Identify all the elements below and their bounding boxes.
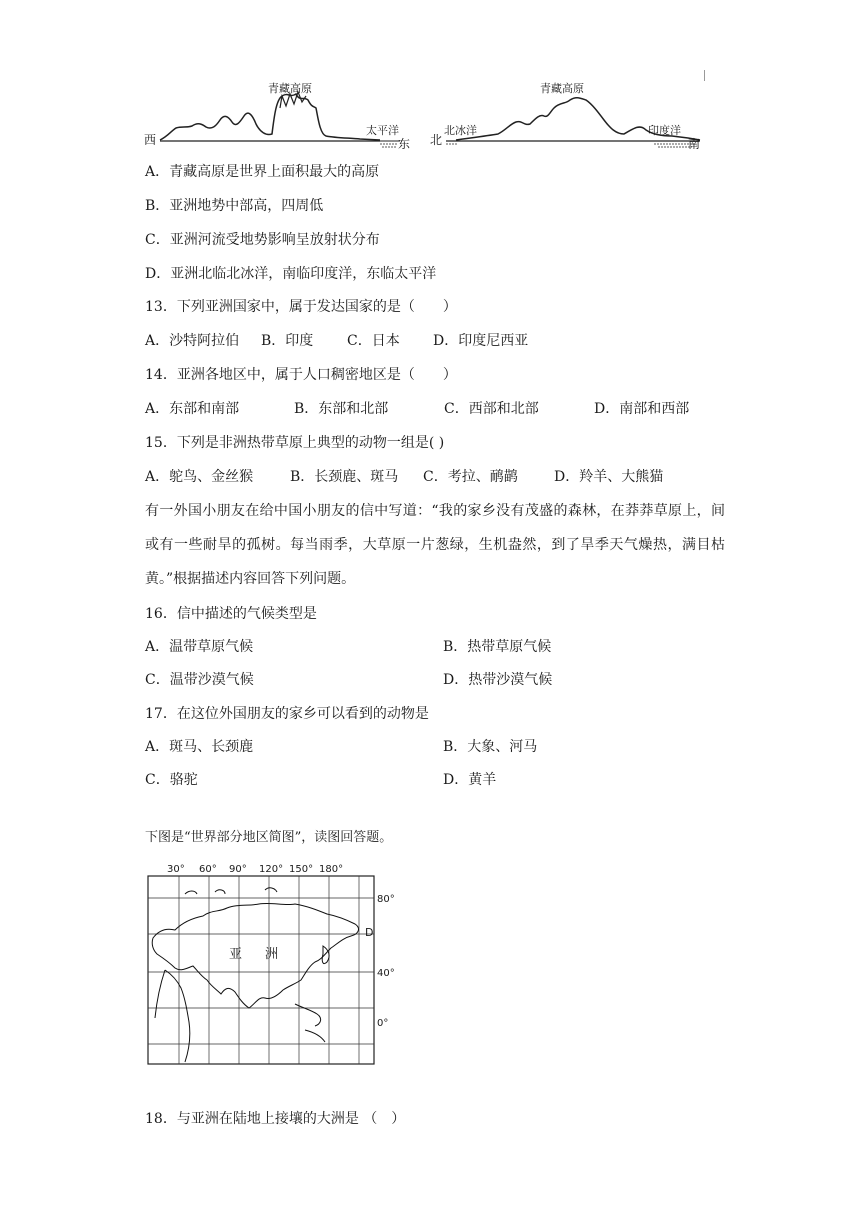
right-plateau-label: 青藏高原: [540, 82, 584, 95]
q14-stem: 14．亚洲各地区中，属于人口稠密地区是（ ）: [145, 367, 457, 383]
q14-option-a: A．东部和南部: [145, 401, 240, 417]
q17-option-d: D．黄羊: [443, 772, 497, 788]
world-region-map: [145, 858, 403, 1070]
left-ocean-label: 太平洋: [366, 124, 399, 137]
west-label: 西: [144, 133, 157, 147]
profile-west-east: [144, 81, 410, 151]
q13-option-d: D．印度尼西亚: [433, 333, 529, 349]
q16-option-a: A．温带草原气候: [145, 639, 254, 655]
ocean-south-label: 印度洋: [648, 124, 681, 137]
q17-option-a: A．斑马、长颈鹿: [145, 739, 254, 755]
q15-option-b: B．长颈鹿、斑马: [290, 469, 399, 485]
map-intro: 下图是“世界部分地区简图”，读图回答题。: [145, 830, 393, 845]
elevation-profile-figure: [140, 78, 720, 154]
q16-option-d: D．热带沙漠气候: [443, 672, 553, 688]
lon-label-60: 60°: [199, 864, 217, 875]
lon-label-30: 30°: [167, 864, 185, 875]
q13-option-a: A．沙特阿拉伯: [145, 333, 240, 349]
q14-option-c: C．西部和北部: [444, 401, 539, 417]
lat-label-80: 80°: [377, 894, 395, 905]
q14-option-b: B．东部和北部: [294, 401, 389, 417]
continent-label-ya: 亚: [229, 947, 243, 962]
south-label: 南: [688, 137, 701, 151]
q15-option-a: A．鸵鸟、金丝猴: [145, 469, 254, 485]
q18-stem: 18．与亚洲在陆地上接壤的大洲是 （ ）: [145, 1111, 406, 1127]
q14-option-d: D．南部和西部: [594, 401, 690, 417]
q12-option-b: B．亚洲地势中部高，四周低: [145, 198, 324, 214]
q12-option-c: C．亚洲河流受地势影响呈放射状分布: [145, 232, 380, 248]
lat-label-0: 0°: [377, 1018, 389, 1029]
q15-option-c: C．考拉、鸸鹋: [423, 469, 518, 485]
q17-stem: 17．在这位外国朋友的家乡可以看到的动物是: [145, 706, 429, 722]
margin-mark: [704, 70, 705, 81]
lon-label-90: 90°: [229, 864, 247, 875]
north-label: 北: [430, 133, 443, 147]
q13-stem: 13．下列亚洲国家中，属于发达国家的是（ ）: [145, 299, 457, 315]
ocean-north-label: 北冰洋: [444, 124, 477, 137]
q16-option-c: C．温带沙漠气候: [145, 672, 254, 688]
q16-option-b: B．热带草原气候: [443, 639, 552, 655]
east-label: 东: [398, 137, 411, 151]
continent-label-zhou: 洲: [265, 947, 279, 962]
lat-label-40: 40°: [377, 968, 395, 979]
reading-passage: 有一外国小朋友在给中国小朋友的信中写道：“我的家乡没有茂盛的森林，在莽莽草原上，间或有一些耐旱的孤树。每当雨季，大草原一片葱绿，生机盎然，到了旱季天气燥热，满目枯黄。”根据描述内容回答下列问题。: [145, 503, 725, 587]
q16-stem: 16．信中描述的气候类型是: [145, 606, 317, 622]
q12-option-d: D．亚洲北临北冰洋，南临印度洋，东临太平洋: [145, 266, 437, 282]
lon-label-120: 120°: [259, 864, 284, 875]
lon-label-180: 180°: [319, 864, 344, 875]
q12-option-a: A．青藏高原是世界上面积最大的高原: [145, 164, 380, 180]
left-plateau-label: 青藏高原: [268, 82, 312, 95]
q17-option-b: B．大象、河马: [443, 739, 538, 755]
q15-stem: 15．下列是非洲热带草原上典型的动物一组是( ): [145, 435, 445, 451]
profile-north-south: [430, 81, 700, 151]
lon-label-150: 150°: [289, 864, 314, 875]
q17-option-c: C．骆驼: [145, 772, 198, 788]
q15-option-d: D．羚羊、大熊猫: [554, 469, 664, 485]
q13-option-c: C．日本: [347, 333, 400, 349]
point-label-d: D: [365, 926, 374, 939]
q13-option-b: B．印度: [261, 333, 314, 349]
